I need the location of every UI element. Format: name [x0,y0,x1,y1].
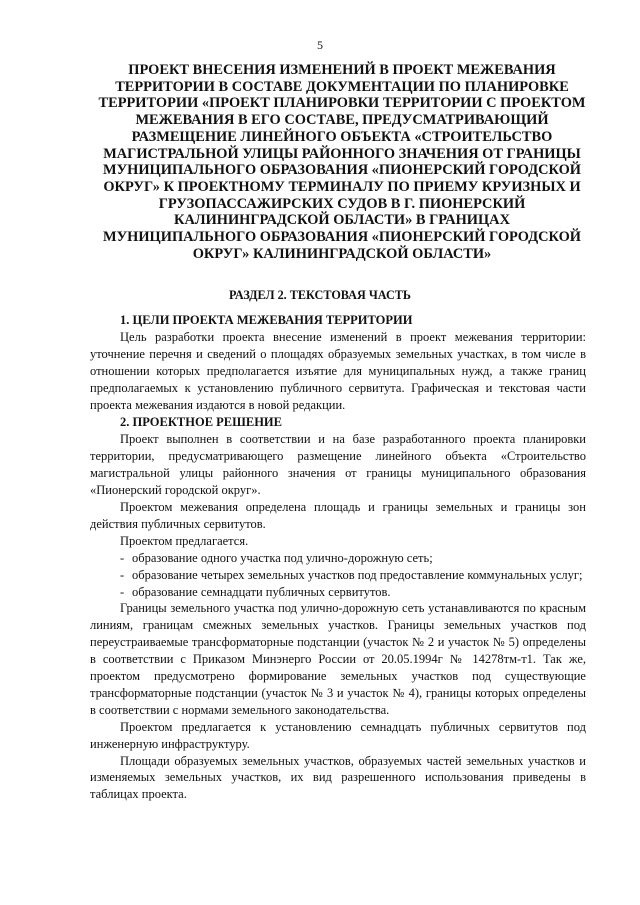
section2-paragraph-6: Площади образуемых земельных участков, образуемых частей земельных участков и изменяемых земельных участков, их вид разрешенного использования приведены в таблицах проекта. [90,753,586,802]
section1-paragraph: Цель разработки проекта внесение изменений в проект межевания территории: уточнение перечня и сведений о площадях образуемых земельных участках, в том числе в отношении которых предполагается изъятие для муниципальных нужд, а также границ предполагаемых к установлению публичного сервитута. Графическая и текстовая части проекта межевания издаются в новой редакции. [90,329,586,412]
list-item-text: образование одного участка под улично-дорожную сеть; [132,550,433,565]
section2-paragraph-3: Проектом предлагается. [120,533,249,548]
section2-paragraph-5: Проектом предлагается к установлению семнадцать публичных сервитутов под инженерную инфраструктуру. [90,719,586,751]
document-title: ПРОЕКТ ВНЕСЕНИЯ ИЗМЕНЕНИЙ В ПРОЕКТ МЕЖЕВАНИЯ ТЕРРИТОРИИ В СОСТАВЕ ДОКУМЕНТАЦИИ ПО ПЛАНИРОВКЕ ТЕРРИТОРИИ «ПРОЕКТ ПЛАНИРОВКИ ТЕРРИТОРИИ С ПРОЕКТОМ МЕЖЕВАНИЯ В ЕГО СОСТАВЕ, ПРЕДУСМАТРИВАЮЩИЙ РАЗМЕЩЕНИЕ ЛИНЕЙНОГО ОБЪЕКТА «СТРОИТЕЛЬСТВО МАГИСТРАЛЬНОЙ УЛИЦЫ РАЙОННОГО ЗНАЧЕНИЯ ОТ ГРАНИЦЫ МУНИЦИПАЛЬНОГО ОБРАЗОВАНИЯ «ПИОНЕРСКИЙ ГОРОДСКОЙ ОКРУГ» К ПРОЕКТНОМУ ТЕРМИНАЛУ ПО ПРИЕМУ КРУИЗНЫХ И ГРУЗОПАССАЖИРСКИХ СУДОВ В Г. ПИОНЕРСКИЙ КАЛИНИНГРАДСКОЙ ОБЛАСТИ» В ГРАНИЦАХ МУНИЦИПАЛЬНОГО ОБРАЗОВАНИЯ «ПИОНЕРСКИЙ ГОРОДСКОЙ ОКРУГ» КАЛИНИНГРАДСКОЙ ОБЛАСТИ» [98,62,586,262]
section2-paragraph-2: Проектом межевания определена площадь и границы земельных и границы зон действия публичных сервитутов. [90,499,586,531]
section2-paragraph-1: Проект выполнен в соответствии и на базе разработанного проекта планировки территории, предусматривающего размещение линейного объекта «Строительство магистральной улицы районного значения от границы муниципального образования «Пионерский городской округ». [90,432,586,498]
section1-heading: 1. ЦЕЛИ ПРОЕКТА МЕЖЕВАНИЯ ТЕРРИТОРИИ [120,313,413,327]
section2-heading: 2. ПРОЕКТНОЕ РЕШЕНИЕ [120,415,282,430]
list-item: - образование четырех земельных участков под предоставление коммунальных услуг; [120,567,583,582]
page-number: 5 [317,38,323,52]
list-item-text: образование семнадцати публичных сервитутов. [132,584,391,599]
list-item: - образование семнадцати публичных сервитутов. [120,584,391,599]
section-heading: РАЗДЕЛ 2. ТЕКСТОВАЯ ЧАСТЬ [229,288,411,302]
list-item: - образование одного участка под улично-дорожную сеть; [120,550,433,565]
list-item-text: образование четырех земельных участков под предоставление коммунальных услуг; [132,567,583,582]
section2-paragraph-4: Границы земельного участка под улично-дорожную сеть устанавливаются по красным линиям, границам смежных земельных участков. Границы земельных участков под переустраиваемые трансформаторные подстанции (участок № 2 и участок № 5) определены в соответствии с Приказом Минэнерго России от 20.05.1994г № 14278тм-т1. Так же, проектом предусмотрено формирование земельных участков под существующие трансформаторные подстанции (участок № 3 и участок № 4), границы которых определены в соответствии с нормами земельного законодательства. [90,601,586,717]
document-body [90,312,586,803]
